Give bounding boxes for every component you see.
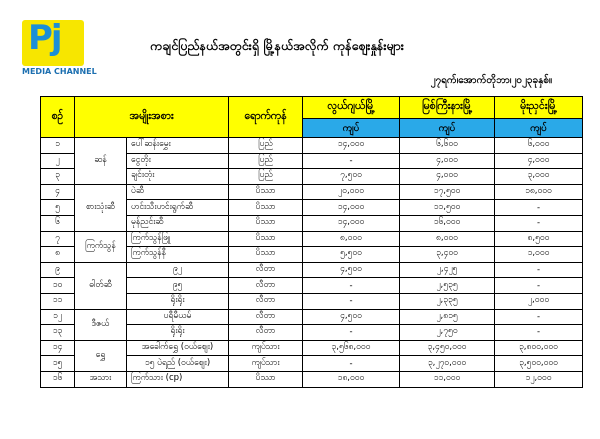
row-category: အသား (75, 371, 127, 387)
row-place: ပြည် (229, 169, 303, 185)
price-cell: ၁၁,၀၀၀ (400, 371, 495, 387)
table-row (41, 340, 583, 356)
price-cell: - (303, 325, 400, 341)
row-no: ၁ (41, 138, 75, 154)
price-cell: - (303, 278, 400, 294)
row-no: ၁၃ (41, 325, 75, 341)
row-no: ၂ (41, 153, 75, 169)
price-cell: - (495, 309, 583, 325)
row-place: ကျပ်သား (229, 356, 303, 372)
row-item: ကြက်သွန်နီ (127, 247, 229, 263)
price-cell: - (495, 262, 583, 278)
row-no: ၃ (41, 169, 75, 185)
row-item: ရိုးရိုး (127, 325, 229, 341)
price-cell: ၃,၅၀၀,၀၀၀ (495, 356, 583, 372)
table-row (41, 309, 583, 325)
row-no: ၁၄ (41, 340, 75, 356)
row-no: ၆ (41, 215, 75, 231)
row-no: ၁၁ (41, 293, 75, 309)
price-cell: ၆,၀၀၀ (495, 138, 583, 154)
row-item: ရိုးရိုး (127, 293, 229, 309)
price-table (40, 96, 583, 388)
price-cell: ၃,၄၀၀ (400, 247, 495, 263)
row-no: ၇ (41, 231, 75, 247)
header-town-3: မိုးညှင်းမြို့ (495, 97, 583, 119)
price-cell: ၃,၂၇၀,၀၀၀ (400, 356, 495, 372)
price-cell: - (495, 325, 583, 341)
table-row (41, 184, 583, 200)
table-row (41, 371, 583, 387)
price-cell: - (495, 215, 583, 231)
price-cell: ၁၆,၀၀၀ (400, 215, 495, 231)
price-cell: ၃,၄၅၀,၀၀၀ (400, 340, 495, 356)
row-place: ပိဿာ (229, 231, 303, 247)
price-cell: ၁၄,၀၀၀ (303, 215, 400, 231)
price-cell: ၁၄,၀၀၀ (303, 138, 400, 154)
row-item: ပေါ်ဆန်းမွှေး (127, 138, 229, 154)
row-item: ချင်းတုံး (127, 169, 229, 185)
price-cell: ၂၀,၀၀၀ (303, 184, 400, 200)
row-category: ဒီဇယ် (75, 309, 127, 340)
row-item: ၉၅ (127, 278, 229, 294)
row-item: ပရီမီယမ် (127, 309, 229, 325)
row-place: ပြည် (229, 153, 303, 169)
table-row (41, 138, 583, 154)
row-place: ပြည် (229, 138, 303, 154)
row-place: လီတာ (229, 325, 303, 341)
price-cell: ၁၂,၀၀၀ (495, 371, 583, 387)
price-cell: ၇,၅၀၀ (303, 169, 400, 185)
price-cell: ၁၈,၀၀၀ (303, 371, 400, 387)
price-cell: - (303, 153, 400, 169)
price-cell: ၈,၅၀၀ (495, 231, 583, 247)
price-cell: ၁၇,၅၀၀ (400, 184, 495, 200)
row-item: မုန်ညင်းဆီ (127, 215, 229, 231)
header-place: ရောက်ကုန် (229, 97, 303, 138)
row-place: လီတာ (229, 293, 303, 309)
row-no: ၅ (41, 200, 75, 216)
header-no: စဉ် (41, 97, 75, 138)
row-no: ၁၆ (41, 371, 75, 387)
page-title: ကချင်ပြည်နယ်အတွင်းရှိ မြို့နယ်အလိုက် ကုန်ဈေးနှုန်းများ (150, 38, 404, 53)
price-cell: ၄,၅၀၀ (303, 262, 400, 278)
row-place: လီတာ (229, 309, 303, 325)
price-cell: ၂,၄၂၅ (400, 262, 495, 278)
price-cell: ၂,၅၃၅ (400, 278, 495, 294)
row-no: ၈ (41, 247, 75, 263)
price-cell: ၂,၈၁၅ (400, 309, 495, 325)
price-cell: ၃,၈၀၀,၀၀၀ (495, 340, 583, 356)
row-item: ၁၅ ပဲရည် (ဝယ်ဈေး) (127, 356, 229, 372)
price-cell: ၅,၅၀၀ (303, 247, 400, 263)
row-no: ၁၀ (41, 278, 75, 294)
price-cell: ၃,၅၆၈,၀၀၀ (303, 340, 400, 356)
row-place: ပိဿာ (229, 215, 303, 231)
row-item: ၉၂ (127, 262, 229, 278)
price-cell: ၄,၀၀၀ (495, 153, 583, 169)
price-cell: ၄,၀၀၀ (400, 169, 495, 185)
price-cell: ၁၈,၀၀၀ (495, 184, 583, 200)
row-place: လီတာ (229, 278, 303, 294)
price-cell: ၁၁,၅၀၀ (400, 200, 495, 216)
row-item: ငွေတိုး (127, 153, 229, 169)
header-unit-1: ကျပ် (303, 119, 400, 138)
header-unit-3: ကျပ် (495, 119, 583, 138)
row-category: ရွှေ (75, 340, 127, 371)
price-cell: - (495, 278, 583, 294)
header-unit-2: ကျပ် (400, 119, 495, 138)
row-place: လီတာ (229, 262, 303, 278)
price-cell: - (303, 356, 400, 372)
price-cell: - (495, 200, 583, 216)
row-category: ကြက်သွန် (75, 231, 127, 262)
price-cell: ၄,၀၀၀ (400, 153, 495, 169)
row-item: ကြက်သား (cp) (127, 371, 229, 387)
price-cell: ၄,၅၀၀ (303, 309, 400, 325)
price-cell: ၈,၀၀၀ (400, 231, 495, 247)
price-cell: ၂,၃၃၅ (400, 293, 495, 309)
price-cell: - (303, 293, 400, 309)
row-place: ပိဿာ (229, 200, 303, 216)
price-cell: ၁,၀၀၀ (495, 247, 583, 263)
row-item: ပဲဆီ (127, 184, 229, 200)
price-cell: ၃,၀၀၀ (495, 169, 583, 185)
table-row (41, 262, 583, 278)
price-cell: ၈,၀၀၀ (303, 231, 400, 247)
row-no: ၉ (41, 262, 75, 278)
logo-subtitle: MEDIA CHANNEL (22, 67, 97, 76)
row-item: ကြက်သွန်ဖြူ (127, 231, 229, 247)
row-place: ကျပ်သား (229, 340, 303, 356)
row-place: ပိဿာ (229, 184, 303, 200)
row-category: ဓါတ်ဆီ (75, 262, 127, 309)
row-no: ၁၅ (41, 356, 75, 372)
price-cell: ၂,၇၅၀ (400, 325, 495, 341)
brand-logo (22, 18, 97, 80)
header-town-1: လွယ်ဂျယ်မြို့ (303, 97, 400, 119)
logo-text: Pj (28, 18, 61, 58)
price-cell: ၆,၆၀၀ (400, 138, 495, 154)
row-category: ဆန် (75, 138, 127, 185)
price-cell: ၂,၀၀၀ (495, 293, 583, 309)
row-place: ပိဿာ (229, 371, 303, 387)
row-place: ပိဿာ (229, 247, 303, 263)
row-category: စားသုံးဆီ (75, 184, 127, 231)
header-town-2: မြစ်ကြီးနားမြို့ (400, 97, 495, 119)
row-item: အခေါက်ရွှေ (ဝယ်ဈေး) (127, 340, 229, 356)
row-item: ဟင်းသီးဟင်းရွက်ဆီ (127, 200, 229, 216)
row-no: ၁၂ (41, 309, 75, 325)
header-type: အမျိုးအစား (75, 97, 229, 138)
date-label: ၂၇ရက်၊အောက်တိုဘာ၊၂၀၂၃ခုနှစ်။ (430, 75, 552, 86)
price-cell: ၁၄,၀၀၀ (303, 200, 400, 216)
row-no: ၄ (41, 184, 75, 200)
table-row (41, 231, 583, 247)
